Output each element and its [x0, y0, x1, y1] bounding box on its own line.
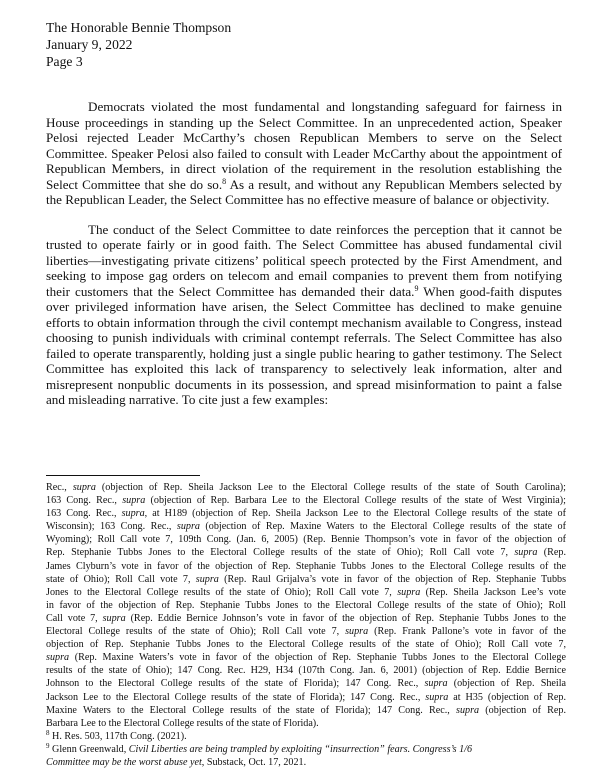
- paragraph-1-text-b: As a result, and without any Republican Members selected by the Republican Leader, the Select Committee has no effective measure of balance or objectivity.: [46, 176, 562, 207]
- footnote-divider: [46, 475, 200, 476]
- footnote-9-title-line-1: Civil Liberties are being trampled by exploiting “insurrection” fears. Congress’s 1/6: [128, 743, 473, 755]
- page-number: Page 3: [46, 54, 83, 69]
- footnote-continuation-line: Jackson Lee to the Electoral College results of the state of Florida); 147 Cong. Rec., supra at H35 (objection of Rep.: [46, 691, 566, 703]
- footnote-ref-8: 8: [222, 176, 227, 186]
- footnote-continuation-line: in favor of the objection of Rep. Stephanie Tubbs Jones to the Electoral College results of the state of Ohio); Roll: [46, 599, 566, 611]
- footnote-continuation-line: Call vote 7, supra (Rep. Eddie Bernice Johnson’s vote in favor of the objection of Rep. Stephanie Tubbs Jones to the: [46, 612, 566, 624]
- footnote-continuation-line: supra (Rep. Maxine Waters’s vote in favor of the objection of Rep. Stephanie Tubbs Jones to the Electoral College: [46, 652, 566, 664]
- footnote-8-number: 8: [46, 728, 50, 737]
- footnote-9-tail: , Substack, Oct. 17, 2021.: [201, 756, 307, 768]
- footnote-continuation-line: Barbara Lee to the Electoral College results of the state of Florida).: [46, 717, 319, 729]
- footnote-continuation-line: objection of Rep. Stephanie Tubbs Jones to the Electoral College results of the state of Ohio); Roll Call vote 7,: [46, 639, 566, 651]
- footnote-continuation-line: Maxine Waters to the Electoral College results of the state of Florida); 147 Cong. Rec., supra (objection of Rep.: [46, 704, 566, 716]
- footnote-8-text: H. Res. 503, 117th Cong. (2021).: [49, 730, 187, 742]
- footnote-continuation-line: Wyoming); Roll Call vote 7, 109th Cong. (Jan. 6, 2005) (Rep. Bennie Thompson’s vote in favor of the objection of: [46, 534, 566, 546]
- footnote-continuation-line: Jones to the Electoral College results of the state of Ohio); Roll Call vote 7, supra (Rep. Sheila Jackson Lee’s vote: [46, 586, 566, 598]
- footnote-9-title-line-2: Committee may be the worst abuse yet: [46, 756, 202, 768]
- footnote-ref-9: 9: [414, 283, 419, 293]
- footnote-continuation-line: Johnson to the Electoral College results of the state of Florida); 147 Cong. Rec., supra (objection of Rep. Sheila: [46, 678, 566, 690]
- recipient-line: The Honorable Bennie Thompson: [46, 20, 232, 35]
- body-paragraph-1: [46, 99, 562, 208]
- footnote-continuation-line: 163 Cong. Rec., supra, at H189 (objection of Rep. Sheila Jackson Lee to the Electoral College results of the state of: [46, 508, 566, 520]
- letter-header: [46, 19, 231, 70]
- footnote-9-author: Glenn Greenwald,: [49, 743, 129, 755]
- footnote-continuation-line: state of Ohio); Roll Call vote 7, supra (Rep. Raul Grijalva’s vote in favor of the objection of Rep. Stephanie Tubbs: [46, 573, 567, 585]
- footnote-continuation: [46, 481, 566, 730]
- footnote-continuation-line: James Clyburn’s vote in favor of the objection of Rep. Stephanie Tubbs Jones to the Electoral College results of the: [46, 560, 566, 572]
- paragraph-1-text-a: Democrats violated the most fundamental and longstanding safeguard for fairness in House proceedings in standing up the Select Committee. In an unprecedented action, Speaker Pelosi rejected Leader McCarthy’s chosen Republican Members to serve on the Select Committee. Speaker Pelosi also failed to consult with Leader McCarthy about the appointment of Republican Members, in direct violation of the requirement in the resolution establishing the Select Committee that she do so.: [46, 99, 562, 192]
- footnote-9-number: 9: [46, 741, 50, 750]
- footnote-9: [46, 743, 566, 769]
- body-paragraph-2: [46, 222, 562, 408]
- footnote-continuation-line: Rec., supra (objection of Rep. Sheila Jackson Lee to the Electoral College results of the state of South Carolina);: [46, 482, 566, 493]
- footnote-continuation-line: results of the state of Ohio); 147 Cong. Rec. H29, H34 (107th Cong. Jan. 6, 2001) (objection of Rep. Eddie Bernice: [46, 665, 566, 677]
- footnote-continuation-line: 163 Cong. Rec., supra (objection of Rep. Barbara Lee to the Electoral College results of the state of West Virginia);: [46, 495, 566, 507]
- footnote-continuation-line: Rep. Stephanie Tubbs Jones to the Electoral College results of the state of Ohio); Roll Call vote 7, supra (Rep.: [46, 547, 566, 559]
- letter-body: [46, 99, 562, 408]
- footnote-8: [46, 730, 566, 743]
- paragraph-2-text-b: When good-faith disputes over privileged information have arisen, the Select Committee has declined to make genuine efforts to obtain information through the civil contempt mechanism available to Congress, instead choosing to punish individuals with criminal contempt referrals. The Select Committee has also failed to operate transparently, holding just a single public hearing to gather testimony. The Select Committee has exploited this lack of transparency to selectively leak information, alter and misrepresent nonpublic documents in its possession, and spread misinformation to paint a false and misleading narrative. To cite just a few examples:: [46, 283, 562, 407]
- footnotes: [46, 481, 566, 769]
- paragraph-2-text-a: The conduct of the Select Committee to date reinforces the perception that it cannot be trusted to operate fairly or in good faith. The Select Committee has abused fundamental civil liberties—investigating private citizens’ political speech protected by the First Amendment, and seeking to impose gag orders on telecom and email companies to prevent them from notifying their customers that the Select Committee has demanded their data.: [46, 221, 562, 299]
- footnote-continuation-line: Electoral College results of the state of Ohio); Roll Call vote 7, supra (Rep. Frank Pallone’s vote in favor of the: [46, 626, 566, 638]
- date-line: January 9, 2022: [46, 37, 133, 52]
- footnote-continuation-line: Wisconsin); 163 Cong. Rec., supra (objection of Rep. Maxine Waters to the Electoral College results of the state of: [46, 521, 566, 533]
